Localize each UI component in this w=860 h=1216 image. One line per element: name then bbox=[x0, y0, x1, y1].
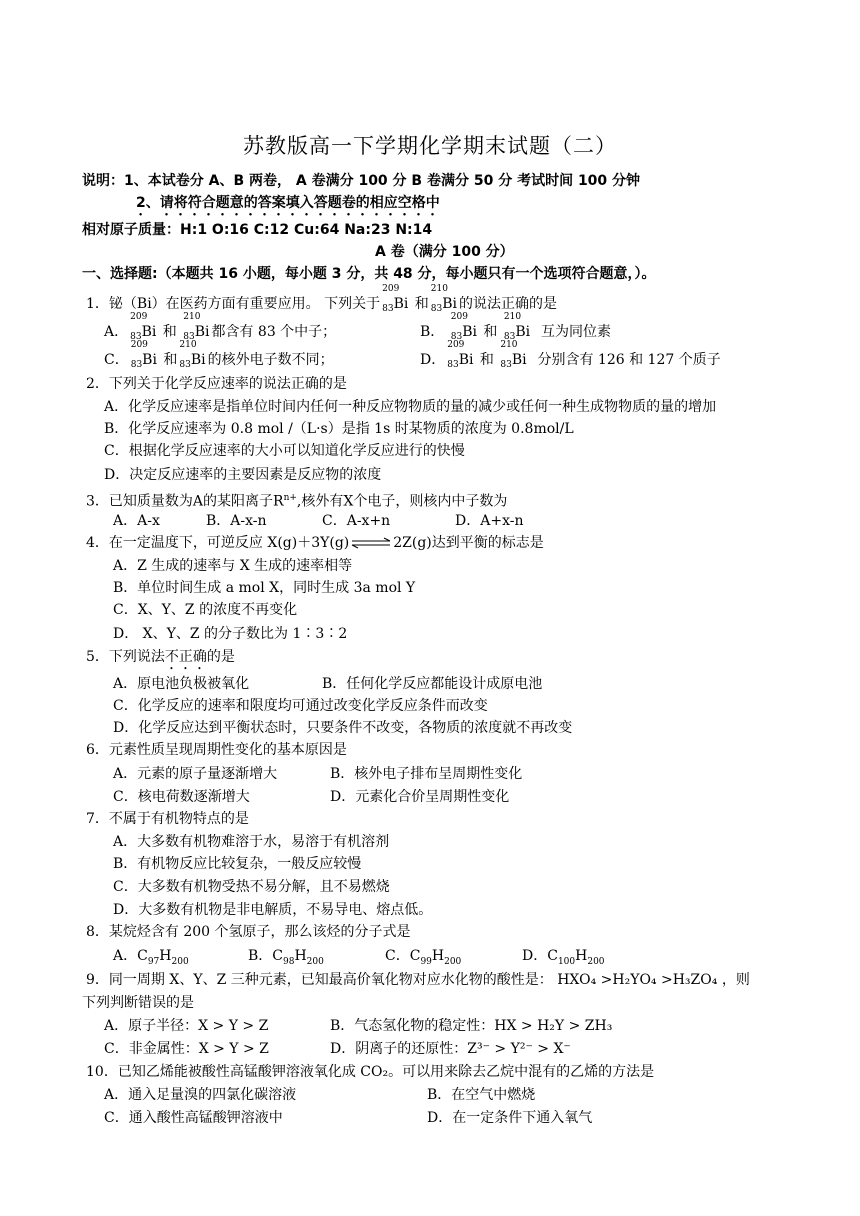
q3-stem-text: 3．已知质量数为A的某阳离子R bbox=[86, 493, 284, 510]
q7-option-c: C．大多数有机物受热不易分解，且不易燃烧 bbox=[113, 879, 390, 895]
question-5-stem bbox=[86, 647, 235, 673]
q4-option-a: A．Z 生成的速率与 X 生成的速率相等 bbox=[113, 558, 353, 574]
element-symbol: Bi bbox=[462, 324, 477, 340]
q6-option-a: A．元素的原子量逐渐增大 bbox=[113, 766, 278, 782]
ion-charge: n+ bbox=[283, 493, 297, 503]
q7-option-a: A．大多数有机物难溶于水，易溶于有机溶剂 bbox=[113, 834, 390, 850]
option-text: A．C bbox=[113, 948, 148, 964]
option-label: C． bbox=[104, 352, 129, 368]
atomic-mass-line: 相对原子质量：H:1 O:16 C:12 Cu:64 Na:23 N:14 bbox=[82, 222, 433, 238]
note-line-1: 说明：1、本试卷分 A、B 两卷， A 卷满分 100 分 B 卷满分 50 分 考试时间 100 分钟 bbox=[82, 173, 641, 189]
q8-option-d bbox=[522, 946, 605, 972]
q1-option-c bbox=[104, 340, 334, 375]
q8-option-c bbox=[385, 946, 461, 972]
element-symbol: H bbox=[431, 948, 445, 964]
q1-stem-text: 1．铋（Bi）在医药方面有重要应用。 下列关于 bbox=[86, 296, 381, 312]
q8-option-a bbox=[113, 946, 189, 972]
q4-option-b: B．单位时间生成 a mol X，同时生成 3a mol Y bbox=[113, 580, 416, 596]
q9-option-b: B．气态氢化物的稳定性：HX > H₂Y > ZH₃ bbox=[330, 1018, 613, 1034]
q3-option-c: C．A-x+n bbox=[322, 513, 391, 529]
atomic-number: 83 bbox=[130, 332, 142, 342]
q5-option-b: B．任何化学反应都能设计成原电池 bbox=[322, 676, 543, 692]
q2-option-b: B．化学反应速率为 0.8 mol /（L·s）是指 1s 时某物质的浓度为 0.8mol/L bbox=[104, 421, 574, 437]
mass-number: 210 bbox=[430, 284, 448, 294]
element-symbol: Bi bbox=[141, 324, 157, 340]
atomic-number: 83 bbox=[500, 360, 512, 370]
atomic-number: 83 bbox=[179, 360, 191, 370]
atomic-number: 83 bbox=[447, 360, 459, 370]
mass-number: 209 bbox=[447, 340, 465, 350]
subscript: 200 bbox=[444, 956, 462, 967]
q5-stem-text: 5．下列说法 bbox=[86, 649, 165, 665]
q10-option-d: D．在一定条件下通入氧气 bbox=[427, 1110, 593, 1126]
option-text: D．C bbox=[522, 948, 558, 964]
q4-stem-text: 4．在一定温度下，可逆反应 X(g)＋3Y(g) bbox=[86, 535, 350, 551]
and-text: 和 bbox=[163, 352, 178, 368]
question-6-stem: 6．元素性质呈现周期性变化的基本原因是 bbox=[86, 742, 347, 758]
section-1-heading: 一、选择题:（本题共 16 小题，每小题 3 分，共 48 分，每小题只有一个选项符合题意，）。 bbox=[82, 266, 656, 282]
atomic-number: 83 bbox=[503, 332, 516, 342]
q8-option-b bbox=[248, 946, 324, 972]
mass-number: 210 bbox=[179, 340, 197, 350]
option-text: 互为同位素 bbox=[541, 324, 611, 340]
mass-number: 210 bbox=[183, 312, 201, 322]
element-symbol: Bi bbox=[458, 352, 474, 368]
option-label: B． bbox=[420, 324, 445, 340]
subscript: 200 bbox=[587, 956, 605, 967]
question-4-stem bbox=[86, 533, 544, 553]
element-symbol: H bbox=[575, 948, 588, 964]
element-symbol: Bi bbox=[190, 352, 206, 368]
option-text: B．C bbox=[248, 948, 283, 964]
element-symbol: Bi bbox=[142, 352, 157, 368]
element-symbol: Bi bbox=[515, 324, 531, 340]
q5-option-c: C．化学反应的速率和限度均可通过改变化学反应条件而改变 bbox=[113, 698, 488, 714]
element-symbol: H bbox=[159, 948, 172, 964]
q1-stem-end: 的说法正确的是 bbox=[459, 296, 558, 312]
q3-stem-end: ,核外有X个电子，则核内中子数为 bbox=[296, 493, 508, 510]
q1-option-d bbox=[420, 340, 721, 375]
element-symbol: Bi bbox=[393, 296, 409, 312]
section-a-heading: A 卷（满分 100 分） bbox=[375, 244, 514, 260]
question-9-stem-cont: 下列判断错误的是 bbox=[82, 995, 194, 1011]
q4-option-d: D． X、Y、Z 的分子数比为 1∶3∶2 bbox=[113, 626, 348, 642]
question-10-stem: 10．已知乙烯能被酸性高锰酸钾溶液氧化成 CO₂。可以用来除去乙烷中混有的乙烯的方法是 bbox=[86, 1064, 655, 1080]
and-text: 和 bbox=[483, 324, 498, 340]
q10-option-c: C．通入酸性高锰酸钾溶液中 bbox=[104, 1110, 283, 1126]
q9-option-d: D．阴离子的还原性：Z³⁻ > Y²⁻ > X⁻ bbox=[330, 1041, 571, 1057]
isotope-bi-209 bbox=[382, 284, 409, 319]
q2-option-a: A．化学反应速率是指单位时间内任何一种反应物物质的量的减少或任何一种生成物物质的量的增加 bbox=[104, 399, 717, 415]
atomic-number: 83 bbox=[130, 360, 143, 370]
note-line-2: 2、请将符合题意的答案填入答题卷的相应空格中 bbox=[136, 195, 440, 211]
q4-stem-end: 2Z(g)达到平衡的标志是 bbox=[393, 535, 544, 551]
option-text: 的核外电子数不同； bbox=[207, 352, 334, 368]
element-symbol: Bi bbox=[511, 352, 527, 368]
element-symbol: Bi bbox=[194, 324, 210, 340]
mass-number: 209 bbox=[382, 284, 400, 294]
emphasis-text: 不正确 bbox=[164, 649, 207, 665]
mass-number: 209 bbox=[130, 312, 148, 322]
option-text: 分别含有 126 和 127 个质子 bbox=[537, 352, 721, 368]
q5-option-d: D．化学反应达到平衡状态时，只要条件不改变，各物质的浓度就不再改变 bbox=[113, 720, 573, 736]
mass-number: 209 bbox=[450, 312, 468, 322]
and-text: 和 bbox=[162, 324, 177, 340]
q10-option-b: B．在空气中燃烧 bbox=[427, 1087, 536, 1103]
q9-option-a: A．原子半径：X > Y > Z bbox=[104, 1018, 269, 1034]
q7-option-d: D．大多数有机物是非电解质，不易导电、熔点低。 bbox=[113, 902, 433, 918]
q3-option-d: D．A+x-n bbox=[455, 513, 524, 529]
question-1-stem bbox=[86, 284, 558, 319]
isotope-bi-209 bbox=[130, 340, 157, 375]
option-label: D． bbox=[420, 352, 446, 368]
atomic-number: 83 bbox=[430, 304, 443, 314]
isotope-bi-210 bbox=[179, 340, 206, 375]
q5-option-a: A．原电池负极被氧化 bbox=[113, 676, 250, 692]
mass-number: 210 bbox=[500, 340, 518, 350]
subscript: 98 bbox=[283, 956, 295, 967]
q6-option-c: C．核电荷数逐渐增大 bbox=[113, 789, 250, 805]
mass-number: 209 bbox=[130, 340, 148, 350]
element-symbol: H bbox=[294, 948, 307, 964]
question-9-stem: 9．同一周期 X、Y、Z 三种元素，已知最高价氧化物对应水化物的酸性是： HXO₄ >H₂YO₄ >H₃ZO₄ ，则 bbox=[86, 972, 750, 988]
q6-option-d: D．元素化合价呈周期性变化 bbox=[330, 789, 510, 805]
q5-stem-end: 的是 bbox=[206, 649, 235, 665]
option-text: C．C bbox=[385, 948, 421, 964]
element-symbol: Bi bbox=[442, 296, 458, 312]
question-3-stem bbox=[86, 488, 507, 512]
q4-option-c: C．X、Y、Z 的浓度不再变化 bbox=[113, 602, 298, 618]
option-label: A． bbox=[104, 324, 129, 340]
q10-option-a: A．通入足量溴的四氯化碳溶液 bbox=[104, 1087, 297, 1103]
page-title: 苏教版高一下学期化学期末试题（二） bbox=[243, 134, 617, 158]
question-8-stem: 8．某烷烃含有 200 个氢原子，那么该烃的分子式是 bbox=[86, 924, 411, 940]
and-text: 和 bbox=[479, 352, 494, 368]
q3-option-a: A．A-x bbox=[113, 513, 160, 529]
atomic-number: 83 bbox=[382, 304, 394, 314]
subscript: 200 bbox=[171, 956, 189, 967]
mass-number: 210 bbox=[503, 312, 522, 322]
q1-and: 和 bbox=[414, 296, 429, 312]
q6-option-b: B．核外电子排布呈周期性变化 bbox=[330, 766, 523, 782]
atomic-number: 83 bbox=[183, 332, 195, 342]
q2-option-d: D．决定反应速率的主要因素是反应物的浓度 bbox=[104, 467, 382, 483]
q9-option-c: C．非金属性：X > Y > Z bbox=[104, 1041, 269, 1057]
atomic-number: 83 bbox=[450, 332, 463, 342]
question-2-stem: 2．下列关于化学反应速率的说法正确的是 bbox=[86, 376, 347, 392]
question-7-stem: 7．不属于有机物特点的是 bbox=[86, 811, 249, 827]
subscript: 99 bbox=[420, 956, 432, 967]
isotope-bi-210 bbox=[500, 340, 527, 375]
q7-option-b: B．有机物反应比较复杂，一般反应较慢 bbox=[113, 856, 362, 872]
subscript: 97 bbox=[147, 956, 160, 967]
subscript: 100 bbox=[557, 956, 576, 967]
isotope-bi-209 bbox=[447, 340, 474, 375]
q3-option-b: B．A-x-n bbox=[206, 513, 267, 529]
equilibrium-arrow-icon bbox=[350, 537, 392, 549]
option-text: 都含有 83 个中子； bbox=[211, 324, 337, 340]
subscript: 200 bbox=[306, 956, 324, 967]
q2-option-c: C．根据化学反应速率的大小可以知道化学反应进行的快慢 bbox=[104, 443, 465, 459]
